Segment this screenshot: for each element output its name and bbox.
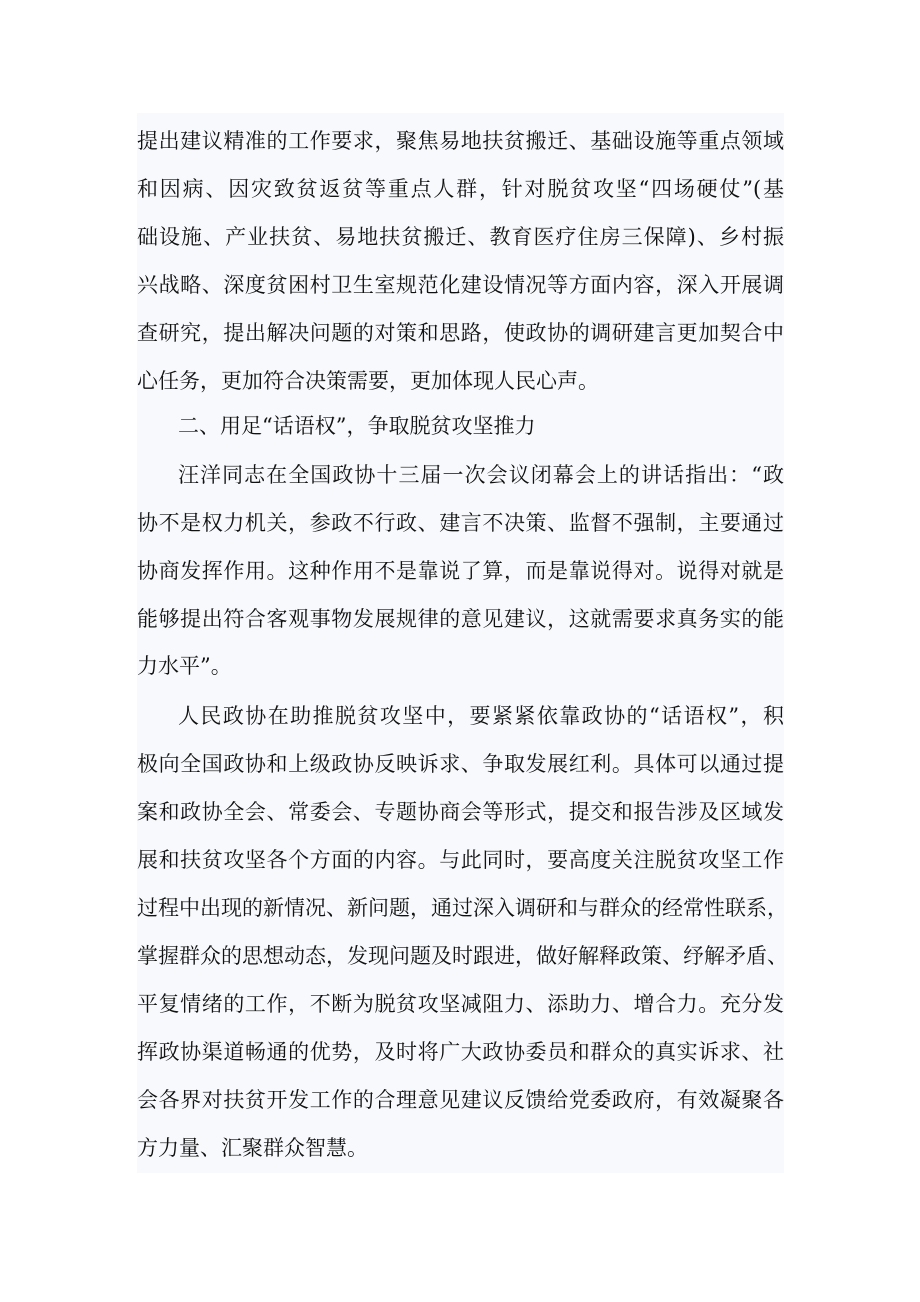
body-line: 人民政协在助推脱贫攻坚中，要紧紧依靠政协的“话语权”，积 xyxy=(178,704,784,728)
body-line: 提出建议精准的工作要求，聚焦易地扶贫搬迁、基础设施等重点领域 xyxy=(137,129,784,153)
body-line: 协商发挥作用。这种作用不是靠说了算，而是靠说得对。说得对就是 xyxy=(137,559,784,583)
document-body xyxy=(137,113,788,1173)
body-line: 础设施、产业扶贫、易地扶贫搬迁、教育医疗住房三保障)、乡村振 xyxy=(137,225,784,249)
body-line: 心任务，更加符合决策需要，更加体现人民心声。 xyxy=(137,369,599,393)
body-line: 能够提出符合客观事物发展规律的意见建议，这就需要求真务实的能 xyxy=(137,607,784,631)
body-line: 过程中出现的新情况、新问题，通过深入调研和与群众的经常性联系， xyxy=(137,896,788,920)
body-line: 力水平”。 xyxy=(137,654,232,678)
body-line: 展和扶贫攻坚各个方面的内容。与此同时，要高度关注脱贫攻坚工作 xyxy=(137,848,784,872)
body-line: 案和政协全会、常委会、专题协商会等形式，提交和报告涉及区域发 xyxy=(137,800,784,824)
body-line: 汪洋同志在全国政协十三届一次会议闭幕会上的讲话指出：“政 xyxy=(178,463,784,487)
body-line: 平复情绪的工作，不断为脱贫攻坚减阻力、添助力、增合力。充分发 xyxy=(137,992,784,1016)
body-line: 极向全国政协和上级政协反映诉求、争取发展红利。具体可以通过提 xyxy=(137,752,784,776)
section-heading: 二、用足“话语权”，争取脱贫攻坚推力 xyxy=(178,414,536,438)
body-line: 和因病、因灾致贫返贫等重点人群，针对脱贫攻坚“四场硬仗”(基 xyxy=(137,177,784,201)
body-line: 掌握群众的思想动态，发现问题及时跟进，做好解释政策、纾解矛盾、 xyxy=(137,944,788,968)
body-line: 方力量、汇聚群众智慧。 xyxy=(137,1136,368,1160)
body-line: 挥政协渠道畅通的优势，及时将广大政协委员和群众的真实诉求、社 xyxy=(137,1040,784,1064)
body-line: 协不是权力机关，参政不行政、建言不决策、监督不强制，主要通过 xyxy=(137,511,784,535)
body-line: 会各界对扶贫开发工作的合理意见建议反馈给党委政府，有效凝聚各 xyxy=(137,1088,784,1112)
body-line: 查研究，提出解决问题的对策和思路，使政协的调研建言更加契合中 xyxy=(137,321,784,345)
body-line: 兴战略、深度贫困村卫生室规范化建设情况等方面内容，深入开展调 xyxy=(137,273,784,297)
